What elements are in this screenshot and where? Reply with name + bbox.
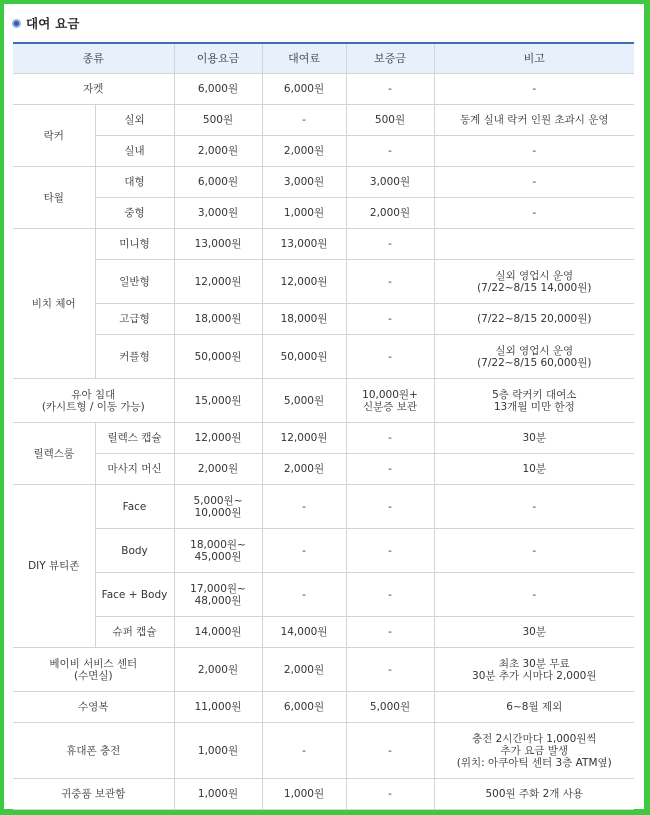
- note-cell: 10분: [434, 454, 634, 485]
- deposit-cell: -: [346, 136, 434, 167]
- note-cell: [434, 229, 634, 260]
- usage-fee-cell: 2,000원: [174, 454, 262, 485]
- rental-fee-cell: -: [262, 529, 346, 573]
- sub-type-cell: Face: [95, 485, 174, 529]
- note-cell: 6~8월 제외: [434, 692, 634, 723]
- note-cell: 30분: [434, 423, 634, 454]
- deposit-cell: -: [346, 74, 434, 105]
- table-row: [13, 198, 634, 229]
- sub-type-cell: 미니형: [95, 229, 174, 260]
- usage-fee-cell: 18,000원: [174, 304, 262, 335]
- usage-fee-cell: 14,000원: [174, 617, 262, 648]
- usage-fee-cell: 500원: [174, 105, 262, 136]
- sub-type-cell: 실외: [95, 105, 174, 136]
- rental-fee-cell: -: [262, 723, 346, 779]
- sub-type-cell: Body: [95, 529, 174, 573]
- header-note: 비고: [434, 43, 634, 74]
- rental-fee-cell: 13,000원: [262, 229, 346, 260]
- note-cell: -: [434, 198, 634, 229]
- table-row: [13, 779, 634, 810]
- table-row: [13, 304, 634, 335]
- rental-fee-cell: 6,000원: [262, 74, 346, 105]
- table-row: [13, 379, 634, 423]
- usage-fee-cell: 1,000원: [174, 779, 262, 810]
- category-cell: 릴렉스룸: [13, 423, 95, 485]
- usage-fee-cell: 2,000원: [174, 648, 262, 692]
- table-row: [13, 335, 634, 379]
- deposit-cell: -: [346, 423, 434, 454]
- sub-type-cell: 슈퍼 캡슐: [95, 617, 174, 648]
- category-cell: 자켓: [13, 74, 174, 105]
- note-cell: -: [434, 485, 634, 529]
- sub-type-cell: 커플형: [95, 335, 174, 379]
- table-row: [13, 692, 634, 723]
- table-row: [13, 529, 634, 573]
- sub-type-cell: 일반형: [95, 260, 174, 304]
- table-row: [13, 423, 634, 454]
- deposit-cell: -: [346, 335, 434, 379]
- category-cell: 수영복: [13, 692, 174, 723]
- rental-fee-cell: 14,000원: [262, 617, 346, 648]
- deposit-cell: -: [346, 454, 434, 485]
- rental-fee-cell: -: [262, 485, 346, 529]
- table-row: [13, 648, 634, 692]
- sub-type-cell: 릴렉스 캡슐: [95, 423, 174, 454]
- category-cell: 휴대폰 충전: [13, 723, 174, 779]
- rental-fee-cell: 12,000원: [262, 260, 346, 304]
- table-row: [13, 260, 634, 304]
- category-cell: 귀중품 보관함: [13, 779, 174, 810]
- category-cell: 베이비 서비스 센터 (수면실): [13, 648, 174, 692]
- rental-fee-cell: 6,000원: [262, 692, 346, 723]
- usage-fee-cell: 3,000원: [174, 198, 262, 229]
- table-row: [13, 723, 634, 779]
- sub-type-cell: 마사지 머신: [95, 454, 174, 485]
- deposit-cell: 500원: [346, 105, 434, 136]
- usage-fee-cell: 12,000원: [174, 260, 262, 304]
- rental-fee-cell: 18,000원: [262, 304, 346, 335]
- note-cell: (7/22~8/15 20,000원): [434, 304, 634, 335]
- deposit-cell: 2,000원: [346, 198, 434, 229]
- table-row: [13, 454, 634, 485]
- rental-fee-cell: 2,000원: [262, 648, 346, 692]
- note-cell: -: [434, 74, 634, 105]
- rental-fee-cell: 2,000원: [262, 454, 346, 485]
- rental-fee-cell: 1,000원: [262, 198, 346, 229]
- usage-fee-cell: 6,000원: [174, 74, 262, 105]
- rental-fee-cell: 1,000원: [262, 779, 346, 810]
- deposit-cell: -: [346, 485, 434, 529]
- deposit-cell: -: [346, 779, 434, 810]
- deposit-cell: -: [346, 529, 434, 573]
- deposit-cell: -: [346, 260, 434, 304]
- note-cell: 실외 영업시 운영 (7/22~8/15 14,000원): [434, 260, 634, 304]
- category-cell: 타월: [13, 167, 95, 229]
- rental-fee-cell: 50,000원: [262, 335, 346, 379]
- bullet-icon: [12, 19, 21, 28]
- usage-fee-cell: 2,000원: [174, 136, 262, 167]
- deposit-cell: 5,000원: [346, 692, 434, 723]
- usage-fee-cell: 15,000원: [174, 379, 262, 423]
- rental-fee-cell: -: [262, 573, 346, 617]
- usage-fee-cell: 12,000원: [174, 423, 262, 454]
- section-title: 대여 요금: [12, 13, 80, 33]
- header-deposit: 보증금: [346, 43, 434, 74]
- header-type: 종류: [13, 43, 174, 74]
- usage-fee-cell: 17,000원~ 48,000원: [174, 573, 262, 617]
- table-row: [13, 617, 634, 648]
- rental-fee-table: [13, 42, 634, 810]
- sub-type-cell: 고급형: [95, 304, 174, 335]
- deposit-cell: -: [346, 573, 434, 617]
- usage-fee-cell: 50,000원: [174, 335, 262, 379]
- note-cell: 동계 실내 락커 인원 초과시 운영: [434, 105, 634, 136]
- table-row: [13, 485, 634, 529]
- table-row: [13, 573, 634, 617]
- table-header-row: [13, 43, 634, 74]
- category-cell: 유아 침대 (카시트형 / 이동 가능): [13, 379, 174, 423]
- note-cell: -: [434, 136, 634, 167]
- deposit-cell: -: [346, 304, 434, 335]
- category-cell: 비치 체어: [13, 229, 95, 379]
- note-cell: -: [434, 529, 634, 573]
- category-cell: DIY 뷰티존: [13, 485, 95, 648]
- usage-fee-cell: 18,000원~ 45,000원: [174, 529, 262, 573]
- rental-fee-cell: 12,000원: [262, 423, 346, 454]
- header-rental-fee: 대여료: [262, 43, 346, 74]
- deposit-cell: -: [346, 617, 434, 648]
- rental-fee-cell: 5,000원: [262, 379, 346, 423]
- table-row: [13, 229, 634, 260]
- deposit-cell: -: [346, 723, 434, 779]
- rental-fee-cell: 2,000원: [262, 136, 346, 167]
- table-row: [13, 136, 634, 167]
- table-row: [13, 167, 634, 198]
- header-usage-fee: 이용요금: [174, 43, 262, 74]
- sub-type-cell: Face + Body: [95, 573, 174, 617]
- note-cell: 충전 2시간마다 1,000원씩 추가 요금 발생 (위치: 아쿠아틱 센터 3층 ATM옆): [434, 723, 634, 779]
- table-row: [13, 105, 634, 136]
- deposit-cell: 3,000원: [346, 167, 434, 198]
- rental-fee-cell: -: [262, 105, 346, 136]
- deposit-cell: -: [346, 648, 434, 692]
- note-cell: 30분: [434, 617, 634, 648]
- usage-fee-cell: 6,000원: [174, 167, 262, 198]
- page-frame: [4, 4, 644, 809]
- category-cell: 락커: [13, 105, 95, 167]
- sub-type-cell: 중형: [95, 198, 174, 229]
- sub-type-cell: 대형: [95, 167, 174, 198]
- deposit-cell: 10,000원+ 신분증 보관: [346, 379, 434, 423]
- note-cell: 500원 주화 2개 사용: [434, 779, 634, 810]
- note-cell: 5층 락커키 대여소 13개월 미만 한정: [434, 379, 634, 423]
- table-row: [13, 74, 634, 105]
- note-cell: -: [434, 167, 634, 198]
- rental-fee-cell: 3,000원: [262, 167, 346, 198]
- note-cell: 실외 영업시 운영 (7/22~8/15 60,000원): [434, 335, 634, 379]
- usage-fee-cell: 5,000원~ 10,000원: [174, 485, 262, 529]
- deposit-cell: -: [346, 229, 434, 260]
- sub-type-cell: 실내: [95, 136, 174, 167]
- note-cell: 최초 30분 무료 30분 추가 시마다 2,000원: [434, 648, 634, 692]
- usage-fee-cell: 13,000원: [174, 229, 262, 260]
- usage-fee-cell: 11,000원: [174, 692, 262, 723]
- note-cell: -: [434, 573, 634, 617]
- usage-fee-cell: 1,000원: [174, 723, 262, 779]
